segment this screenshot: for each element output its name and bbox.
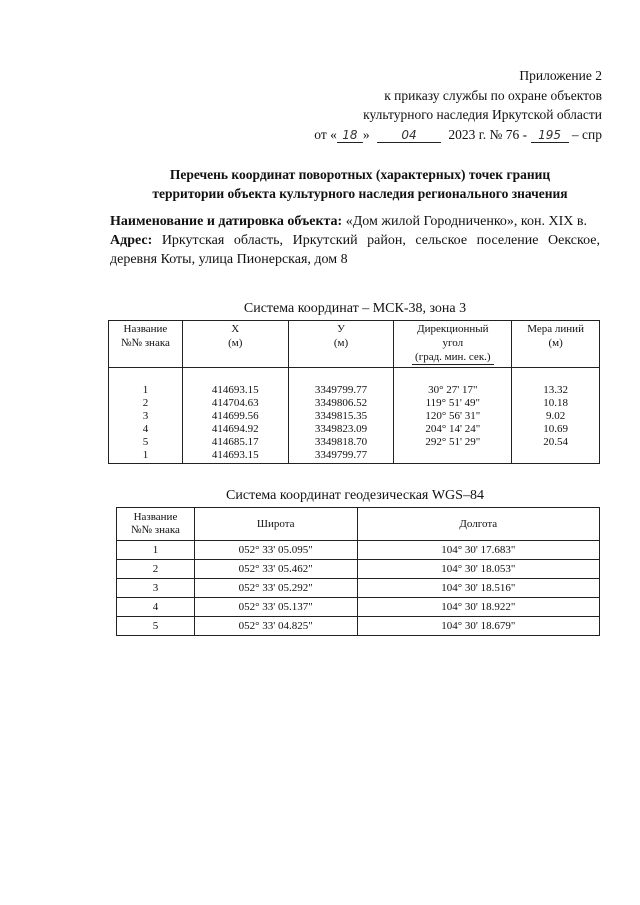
cell-angle: 292° 51' 29" xyxy=(394,436,512,449)
cell-latitude: 052° 33' 05.095" xyxy=(194,541,357,560)
msk-header-name xyxy=(109,321,183,368)
cell-point-number: 1 xyxy=(117,541,195,560)
cell-length xyxy=(512,449,600,464)
cell-y: 3349818.70 xyxy=(288,436,394,449)
header-text: №№ знака xyxy=(130,524,180,536)
table-row xyxy=(117,598,600,617)
cell-angle: 120° 56' 31" xyxy=(394,410,512,423)
header-text: Название xyxy=(123,323,168,335)
cell-point-number: 2 xyxy=(109,397,183,410)
cell-point-number: 5 xyxy=(117,617,195,636)
appendix-authority: культурного наследия Иркутской области xyxy=(363,107,602,122)
table-row xyxy=(117,541,600,560)
table-spacer-row xyxy=(109,368,600,385)
cell-point-number: 3 xyxy=(109,410,183,423)
date-year-text: 2023 г. № 76 - xyxy=(448,126,528,142)
cell-x: 414693.15 xyxy=(182,384,288,397)
cell-point-number: 3 xyxy=(117,579,195,598)
object-info xyxy=(110,212,600,269)
cell-latitude: 052° 33' 04.825" xyxy=(194,617,357,636)
header-text: У xyxy=(337,323,345,335)
handwritten-month: 04 xyxy=(377,129,441,143)
cell-x: 414685.17 xyxy=(182,436,288,449)
object-name-value: «Дом жилой Городниченко», кон. XIX в. xyxy=(345,214,587,229)
header-text: (град. мин. сек.) xyxy=(412,350,494,365)
cell-length: 13.32 xyxy=(512,384,600,397)
document-title xyxy=(100,165,620,203)
cell-angle xyxy=(394,449,512,464)
cell-length: 9.02 xyxy=(512,410,600,423)
wgs-header-row xyxy=(117,508,600,541)
date-prefix: от « xyxy=(314,126,337,142)
cell-point-number: 5 xyxy=(109,436,183,449)
cell-length: 10.69 xyxy=(512,423,600,436)
cell-angle: 30° 27' 17" xyxy=(394,384,512,397)
object-name-paragraph xyxy=(110,212,600,231)
cell-length: 20.54 xyxy=(512,436,600,449)
header-text: (м) xyxy=(548,337,563,349)
table-row xyxy=(109,397,600,410)
table-row xyxy=(117,617,600,636)
appendix-header xyxy=(314,66,602,144)
header-text: Название xyxy=(133,511,178,523)
title-line-1: Перечень координат поворотных (характерных) точек границ xyxy=(169,167,551,182)
header-text: (м) xyxy=(228,337,243,349)
header-text: №№ знака xyxy=(120,337,170,349)
cell-y: 3349806.52 xyxy=(288,397,394,410)
header-text: Мера линий xyxy=(527,323,584,335)
cell-point-number: 4 xyxy=(117,598,195,617)
cell-longitude: 104° 30' 18.679" xyxy=(357,617,599,636)
cell-latitude: 052° 33' 05.292" xyxy=(194,579,357,598)
object-address-value: Иркутская область, Иркутский район, сельское поселение Оекское, деревня Коты, улица Пионерская, дом 8 xyxy=(110,233,600,267)
cell-longitude: 104° 30' 18.516" xyxy=(357,579,599,598)
header-text: (м) xyxy=(333,337,349,349)
header-text: Дирекционный xyxy=(417,323,489,335)
cell-y: 3349823.09 xyxy=(288,423,394,436)
table-row xyxy=(109,410,600,423)
cell-angle: 119° 51' 49" xyxy=(394,397,512,410)
msk-header-y xyxy=(288,321,394,368)
table-row xyxy=(117,579,600,598)
cell-x: 414699.56 xyxy=(182,410,288,423)
cell-length: 10.18 xyxy=(512,397,600,410)
table-row xyxy=(109,436,600,449)
wgs-header-name xyxy=(117,508,195,541)
cell-longitude: 104° 30' 18.053" xyxy=(357,560,599,579)
cell-point-number: 4 xyxy=(109,423,183,436)
cell-x: 414693.15 xyxy=(182,449,288,464)
msk-table-caption: Система координат – МСК-38, зона 3 xyxy=(243,301,467,316)
object-address-paragraph xyxy=(110,231,600,269)
cell-x: 414694.92 xyxy=(182,423,288,436)
header-text: X xyxy=(231,323,240,335)
cell-y: 3349799.77 xyxy=(288,449,394,464)
msk-header-row xyxy=(109,321,600,368)
cell-y: 3349815.35 xyxy=(288,410,394,423)
cell-angle: 204° 14' 24" xyxy=(394,423,512,436)
number-suffix: – спр xyxy=(571,126,602,142)
cell-point-number: 1 xyxy=(109,384,183,397)
cell-point-number: 2 xyxy=(117,560,195,579)
header-text: угол xyxy=(442,337,464,349)
cell-y: 3349799.77 xyxy=(288,384,394,397)
handwritten-number: 195 xyxy=(531,129,569,143)
msk-header-length xyxy=(512,321,600,368)
table-row xyxy=(109,423,600,436)
wgs-header-lon: Долгота xyxy=(357,508,599,541)
wgs-table-caption: Система координат геодезическая WGS–84 xyxy=(226,488,484,503)
table-row xyxy=(117,560,600,579)
title-line-2: территории объекта культурного наследия регионального значения xyxy=(152,186,568,201)
appendix-title: Приложение 2 xyxy=(519,68,602,83)
appendix-order-ref: к приказу службы по охране объектов xyxy=(384,87,602,103)
handwritten-day: 18 xyxy=(337,129,363,143)
cell-latitude: 052° 33' 05.137" xyxy=(194,598,357,617)
cell-longitude: 104° 30' 17.683" xyxy=(357,541,599,560)
cell-x: 414704.63 xyxy=(182,397,288,410)
object-name-label: Наименование и датировка объекта: xyxy=(110,214,343,229)
cell-latitude: 052° 33' 05.462" xyxy=(194,560,357,579)
wgs-coordinates-table xyxy=(116,507,600,636)
cell-point-number: 1 xyxy=(109,449,183,464)
msk-coordinates-table xyxy=(108,320,600,464)
date-mid: » xyxy=(362,126,370,142)
wgs-header-lat: Широта xyxy=(194,508,357,541)
appendix-date-line xyxy=(314,125,602,145)
msk-header-angle xyxy=(394,321,512,368)
msk-header-x xyxy=(182,321,288,368)
table-row xyxy=(109,384,600,397)
object-address-label: Адрес: xyxy=(110,233,153,248)
table-row xyxy=(109,449,600,464)
cell-longitude: 104° 30' 18.922" xyxy=(357,598,599,617)
